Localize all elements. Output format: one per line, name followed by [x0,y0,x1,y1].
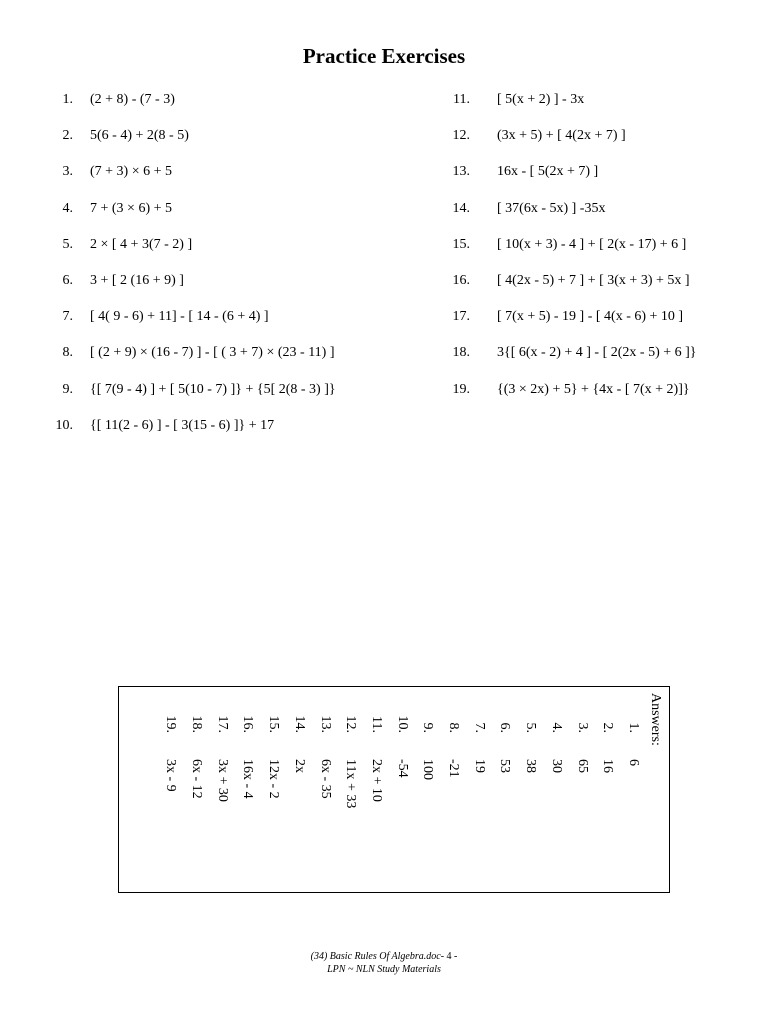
exercise-number: 19. [452,381,470,397]
answer-item [214,711,230,802]
exercise-number: 15. [452,236,470,252]
exercise-number: 6. [62,272,73,288]
answer-value: -21 [446,759,462,778]
exercise-expression: {[ 7(9 - 4) ] + [ 5(10 - 7) ]} + {5[ 2(8 - 3) ]} [90,381,336,397]
exercise-expression: 7 + (3 × 6) + 5 [90,200,173,216]
answer-item [342,711,359,809]
answer-number: 12. [343,715,359,733]
exercise-number: 11. [453,92,470,107]
answer-number: 1. [626,722,641,733]
exercise-expression: {[ 11(2 - 6) ] - [ 3(15 - 6) ]} + 17 [90,417,275,433]
answer-item [574,711,590,773]
exercise-expression: (3x + 5) + [ 4(2x + 7) ] [497,128,626,144]
answer-item [625,711,641,766]
answer-item [240,711,256,799]
answers-heading: Answers: [648,693,663,746]
exercise-number: 10. [55,417,73,433]
answer-value: 19 [471,759,487,773]
answer-value: 3x + 30 [214,759,230,802]
exercise-number: 14. [452,200,470,216]
answer-number: 13. [317,715,333,733]
answer-number: 3. [574,722,590,733]
footer-line-2: LPN ~ NLN Study Materials [327,964,441,975]
exercise-expression: [ (2 + 9) × (16 - 7) ] - [ ( 3 + 7) × (23 - 11) ] [90,345,335,361]
answer-item [188,711,205,799]
footer-line-1 [0,950,768,963]
answer-item [394,711,410,778]
answer-item [368,711,384,802]
exercise-expression: (2 + 8) - (7 - 3) [90,92,175,107]
exercise-number: 13. [452,164,470,180]
exercise-expression: 5(6 - 4) + 2(8 - 5) [90,128,189,144]
exercise-number: 18. [452,345,470,361]
exercise-number: 8. [62,345,73,361]
answer-number: 6. [497,722,513,733]
answer-item [265,711,282,799]
answer-value: 53 [497,759,513,773]
exercise-number: 9. [62,381,73,397]
answer-item [522,711,539,773]
answer-number: 16. [240,715,256,733]
answer-number: 2. [600,722,616,733]
answer-value: 2x + 10 [369,759,384,802]
exercise-number: 7. [62,309,73,325]
exercise-number: 3. [62,164,73,180]
exercise-expression: [ 10(x + 3) - 4 ] + [ 2(x - 17) + 6 ] [497,236,687,252]
exercise-expression: 2 × [ 4 + 3(7 - 2) ] [90,236,193,252]
answer-number: 7. [471,722,487,733]
exercise-number: 4. [62,200,73,216]
exercise-expression: [ 37(6x - 5x) ] -35x [497,200,606,216]
exercise-number: 5. [62,236,73,252]
answer-value: 6x - 35 [317,759,333,799]
answer-value: -54 [394,759,410,778]
answer-value: 65 [574,759,590,773]
answer-number: 10. [394,715,410,733]
exercise-expression: 3 + [ 2 (16 + 9) ] [90,272,184,288]
answer-value: 16 [600,759,616,773]
exercise-expression: {(3 × 2x) + 5} + {4x - [ 7(x + 2)]} [497,381,690,397]
answer-item [471,711,487,773]
answer-item [445,711,462,778]
answer-value: 100 [420,759,436,780]
answer-value: 6 [626,759,641,766]
answer-item [497,711,513,773]
exercise-number: 1. [62,92,73,107]
exercise-expression: [ 4( 9 - 6) + 11] - [ 14 - (6 + 4) ] [90,309,269,325]
exercise-expression: [ 5(x + 2) ] - 3x [497,92,585,107]
answer-value: 11x + 33 [343,759,359,809]
answers-box [118,686,670,893]
exercise-number: 16. [452,272,470,288]
answer-value: 12x - 2 [266,759,282,799]
exercise-expression: (7 + 3) × 6 + 5 [90,164,173,180]
exercise-expression: [ 7(x + 5) - 19 ] - [ 4(x - 6) + 10 ] [497,309,684,325]
page-footer [0,950,768,976]
exercise-number: 12. [452,128,470,144]
footer-filename: (34) Basic Rules Of Algebra.doc [310,951,441,962]
answer-item [291,711,307,773]
answer-item [419,711,436,780]
answer-number: 11. [369,716,384,733]
answer-item [599,711,616,773]
answer-number: 4. [548,722,564,733]
footer-page-number: - 4 - [440,951,458,962]
answer-number: 14. [291,715,307,733]
answer-number: 17. [214,715,230,733]
answer-value: 2x [291,759,307,773]
answer-item [317,711,333,799]
answer-number: 15. [266,715,282,733]
answer-number: 19. [163,715,179,733]
answer-number: 9. [420,722,436,733]
answer-number: 5. [523,722,539,733]
answer-value: 38 [523,759,539,773]
exercise-expression: [ 4(2x - 5) + 7 ] + [ 3(x + 3) + 5x ] [497,272,690,288]
answer-item [162,711,179,792]
answer-item [548,711,564,773]
page-title: Practice Exercises [302,44,466,68]
answer-number: 18. [189,715,205,733]
answer-value: 16x - 4 [240,759,256,799]
exercise-expression: 3{[ 6(x - 2) + 4 ] - [ 2(2x - 5) + 6 ]} [497,345,697,361]
answers-rotated-content [119,687,670,893]
answer-value: 3x - 9 [163,759,179,792]
answer-value: 6x - 12 [189,759,205,799]
exercise-number: 17. [452,309,470,325]
answer-number: 8. [446,722,462,733]
exercise-number: 2. [62,128,73,144]
answer-value: 30 [548,759,564,773]
exercise-expression: 16x - [ 5(2x + 7) ] [497,164,599,180]
